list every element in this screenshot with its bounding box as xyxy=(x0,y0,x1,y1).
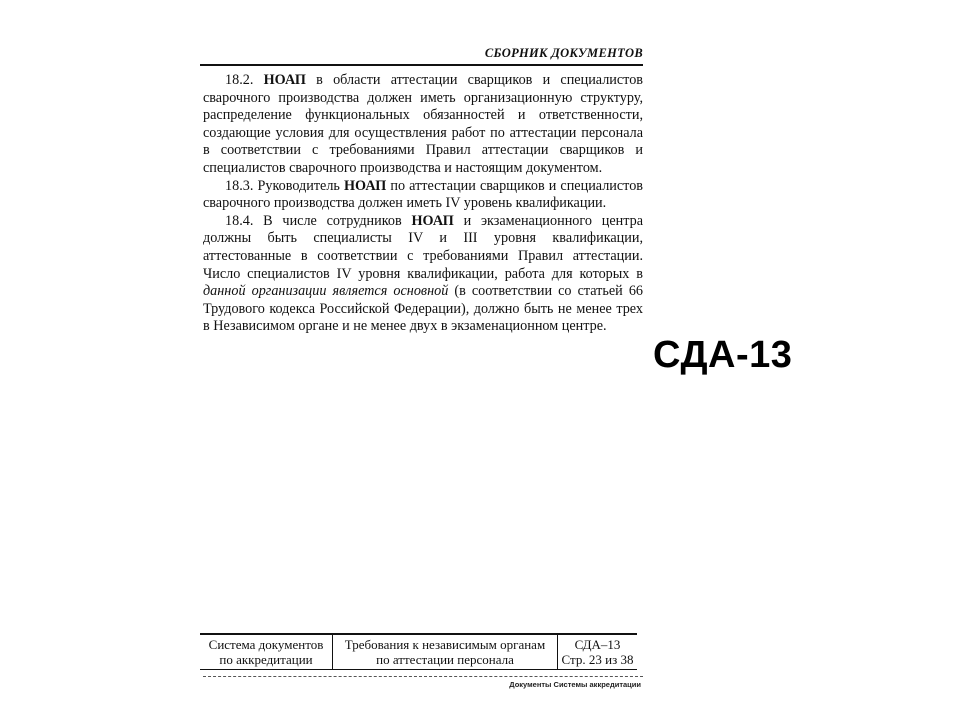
paragraph-text: в области аттестации сварщиков и специалистов сварочного производства должен иметь организационную структуру, распределение функциональных обязанностей и ответственности, создающие условия для осуществления работ по аттестации персонала в соответствии с требованиями Правил аттестации сварщиков и специалистов сварочного производства и настоящим документом. xyxy=(203,72,643,176)
paragraph-text: и экзаменационного центра должны быть специалисты IV и III уровня квалификации, аттестованные в соответствии с требованиями Правил аттестации. Число специалистов IV уровня квалификации, работа для которых в xyxy=(203,212,643,282)
paragraph-text: Руководитель xyxy=(253,177,344,194)
paragraph-text: по аттестации сварщиков и специалистов сварочного производства должен иметь IV уровень квалификации. xyxy=(203,177,643,212)
paragraph-number: 18.3. xyxy=(225,177,254,194)
footer-cell-code xyxy=(558,635,637,669)
paragraph-18-4 xyxy=(203,213,643,336)
footer-divider xyxy=(203,676,643,677)
footer-table xyxy=(200,633,637,670)
collection-title: СБОРНИК ДОКУМЕНТОВ xyxy=(484,46,643,60)
header-rule xyxy=(200,64,643,66)
paragraph-number: 18.2. xyxy=(225,72,254,88)
footer-cell-requirements xyxy=(333,635,558,669)
paragraph-text: В числе сотрудников xyxy=(253,212,412,229)
footer-text: по аккредитации xyxy=(219,652,313,667)
document-body xyxy=(203,72,643,336)
paragraph-18-2 xyxy=(203,72,643,178)
footer-cell-system xyxy=(200,635,333,669)
paragraph-18-3 xyxy=(203,178,643,213)
footer-page-number: Стр. 23 из 38 xyxy=(561,652,634,667)
italic-phrase: данной организации является основной xyxy=(203,283,449,300)
org-abbreviation: НОАП xyxy=(263,72,306,88)
org-abbreviation: НОАП xyxy=(343,177,387,194)
footer-text: Требования к независимым органам xyxy=(344,637,546,652)
org-abbreviation: НОАП xyxy=(411,212,454,229)
footer-code: СДА–13 xyxy=(574,637,621,652)
document-code-label: СДА-13 xyxy=(653,334,793,376)
footer-note: Документы Системы аккредитации xyxy=(509,680,641,689)
footer-text: Система документов xyxy=(208,637,324,652)
paragraph-number: 18.4. xyxy=(225,212,254,229)
paragraph-text: (в соответствии со статьей 66 Трудового кодекса Российской Федерации), должно быть не менее трех в Независимом органе и не менее двух в экзаменационном центре. xyxy=(203,283,644,335)
footer-text: по аттестации персонала xyxy=(376,652,514,667)
